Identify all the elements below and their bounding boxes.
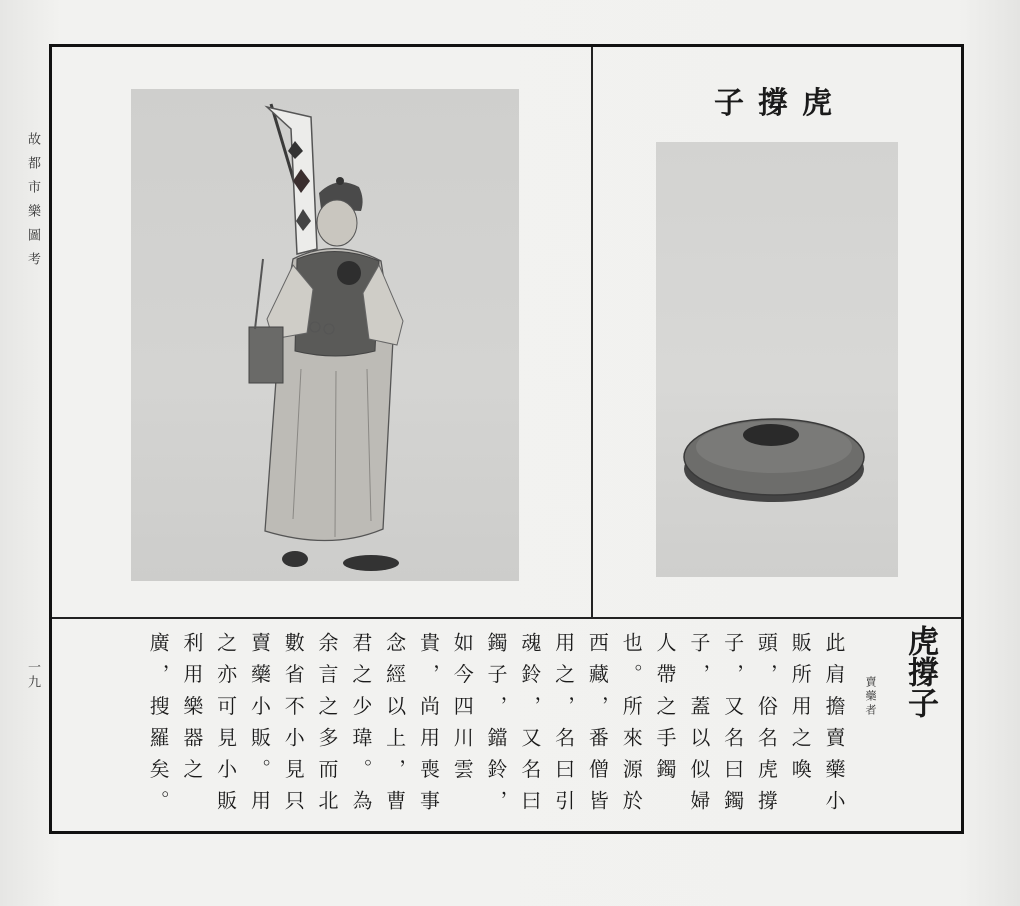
vendor-illustration [131,89,519,581]
panel-title: 虎撐子 [714,86,846,121]
margin-page-number: 一九 [25,660,40,690]
section-title: 虎撐子 [902,625,938,718]
panel-divider-horizontal [52,617,962,619]
vendor-figure-drawing [131,89,519,581]
section-subtitle: 賣藥者 [864,676,877,718]
body-text: 此肩擔賣藥小販所用之喚頭，俗名虎撐子，又名曰鐲子，蓋以似婦人帶之手鐲也。所來源於西藏，番僧皆用之，名曰引魂鈴，又名曰鐲子，鐺鈴，如今四川雲貴，尚用喪事念經以上，曹君之少瑋。為余言之多而北數省不小見只賣藥小販。用之亦可見小販利用樂器之廣，搜羅矣。 [146,632,846,822]
panel-divider-vertical [591,47,593,617]
instrument-photograph [656,142,898,577]
tiger-ring-drawing [656,142,898,577]
margin-book-title: 故都市樂圖考 [25,132,40,276]
